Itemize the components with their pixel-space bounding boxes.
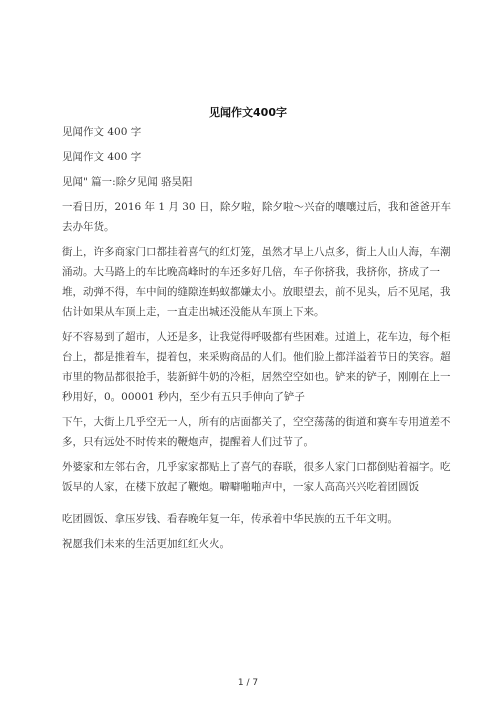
paragraph-subtitle: 见闻" 篇一:除夕见闻 骆昊阳 [62,176,193,188]
paragraph-intro: 一看日历，2016 年 1 月 30 日，除夕啦，除夕啦～兴奋的嚷嚷过后，我和爸爸开车去办年货。 [62,201,451,233]
document-title: 见闻作文400字 [209,106,287,119]
paragraph-tradition: 吃团圆饭、拿压岁钱、看春晚年复一年，传承着中华民族的五千年文明。 [62,513,398,525]
paragraph-street: 街上，许多商家门口都挂着喜气的红灯笼，虽然才早上八点多，街上人山人海，车潮涌动。大马路上的车比晚高峰时的车还多好几倍，车子你挤我，我挤你，挤成了一堆，动弹不得，车中间的缝隙连蚂蚁都嫌太小。放眼望去，前不见头，后不见尾，我估计如果从车顶上走，一直走出城还没能从车顶上下来。 [62,246,451,318]
page-indicator: 1 / 7 [237,678,259,688]
paragraph-supermarket: 好不容易到了超市，人还是多，让我觉得呼吸都有些困难。过道上，花车边，每个柜台上，都是推着车，提着包，来采购商品的人们。他们脸上都洋溢着节日的笑容。超市里的物品都很抢手，装新鲜牛奶的冷柜，居然空空如也。铲来的铲子，刚刚在上一秒用好，0。00001 秒内，至少有五只手伸向了铲子 [62,331,451,403]
paragraph-wish: 祝愿我们未来的生活更加红红火火。 [62,538,230,550]
paragraph-afternoon: 下午，大街上几乎空无一人，所有的店面都关了，空空荡荡的街道和赛车专用道差不多，只有远处不时传来的鞭炮声，提醒着人们过节了。 [62,416,451,448]
paragraph-heading-1: 见闻作文 400 字 [62,126,142,138]
paragraph-grandma: 外婆家和左邻右舍，几乎家家都贴上了喜气的春联，很多人家门口都倒贴着福字。吃饭早的人家，在楼下放起了鞭炮。噼噼啪啪声中，一家人高高兴兴吃着团圆饭 [62,461,451,493]
paragraph-heading-2: 见闻作文 400 字 [62,151,142,163]
document-body [62,122,454,559]
